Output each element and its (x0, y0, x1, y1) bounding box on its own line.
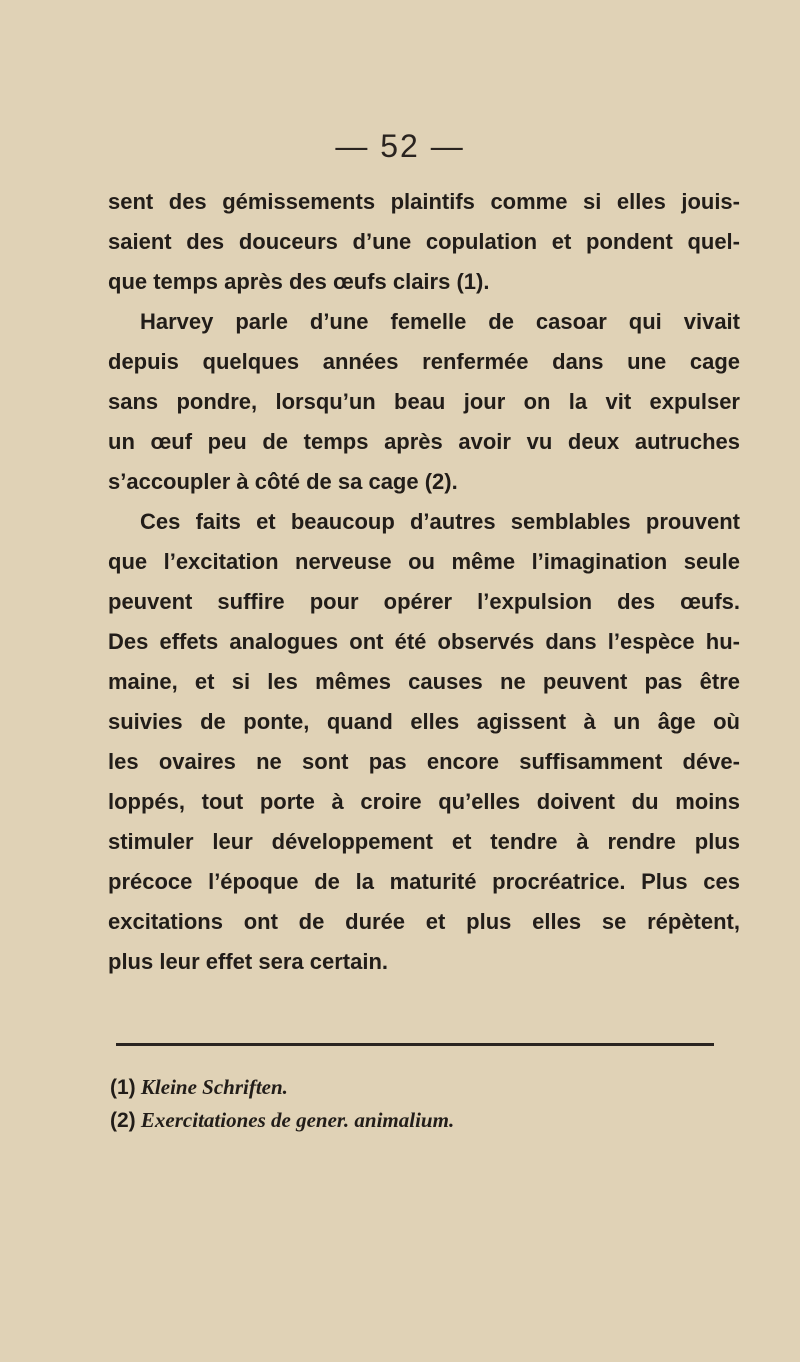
text-line: les ovaires ne sont pas encore suffisamment déve- (108, 749, 740, 774)
footnote-text: Kleine Schriften. (140, 1075, 288, 1099)
text-line: s’accoupler à côté de sa cage (2). (108, 469, 458, 494)
text-line: excitations ont de durée et plus elles se répètent, (108, 909, 740, 934)
text-line: maine, et si les mêmes causes ne peuvent pas être (108, 669, 740, 694)
footnotes (110, 1071, 730, 1137)
text-line: plus leur effet sera certain. (108, 949, 388, 974)
text-line: peuvent suffire pour opérer l’expulsion des œufs. (108, 589, 740, 614)
footnote-1 (110, 1071, 730, 1104)
page-number: — 52 — (335, 128, 465, 164)
body-text (108, 182, 740, 982)
text-line: suivies de ponte, quand elles agissent à un âge où (108, 709, 740, 734)
text-line: stimuler leur développement et tendre à rendre plus (108, 829, 740, 854)
text-line: sent des gémissements plaintifs comme si elles jouis- (108, 189, 740, 214)
text-line: un œuf peu de temps après avoir vu deux autruches (108, 429, 740, 454)
text-line: précoce l’époque de la maturité procréatrice. Plus ces (108, 869, 740, 894)
text-line: que l’excitation nerveuse ou même l’imagination seule (108, 549, 740, 574)
paragraph-start-line: Ces faits et beaucoup d’autres semblables prouvent (140, 509, 740, 534)
text-line: sans pondre, lorsqu’un beau jour on la vit expulser (108, 389, 740, 414)
text-line: depuis quelques années renfermée dans une cage (108, 349, 740, 374)
footnote-rule (116, 1043, 714, 1046)
footnote-marker: (2) (110, 1109, 136, 1132)
text-line: loppés, tout porte à croire qu’elles doivent du moins (108, 789, 740, 814)
footnote-2 (110, 1104, 730, 1137)
paragraph-start-line: Harvey parle d’une femelle de casoar qui vivait (140, 309, 740, 334)
footnote-text: Exercitationes de gener. animalium. (140, 1108, 455, 1132)
footnote-marker: (1) (110, 1076, 136, 1099)
text-line: saient des douceurs d’une copulation et pondent quel- (108, 229, 740, 254)
text-line: Des effets analogues ont été observés dans l’espèce hu- (108, 629, 740, 654)
text-line: que temps après des œufs clairs (1). (108, 269, 490, 294)
